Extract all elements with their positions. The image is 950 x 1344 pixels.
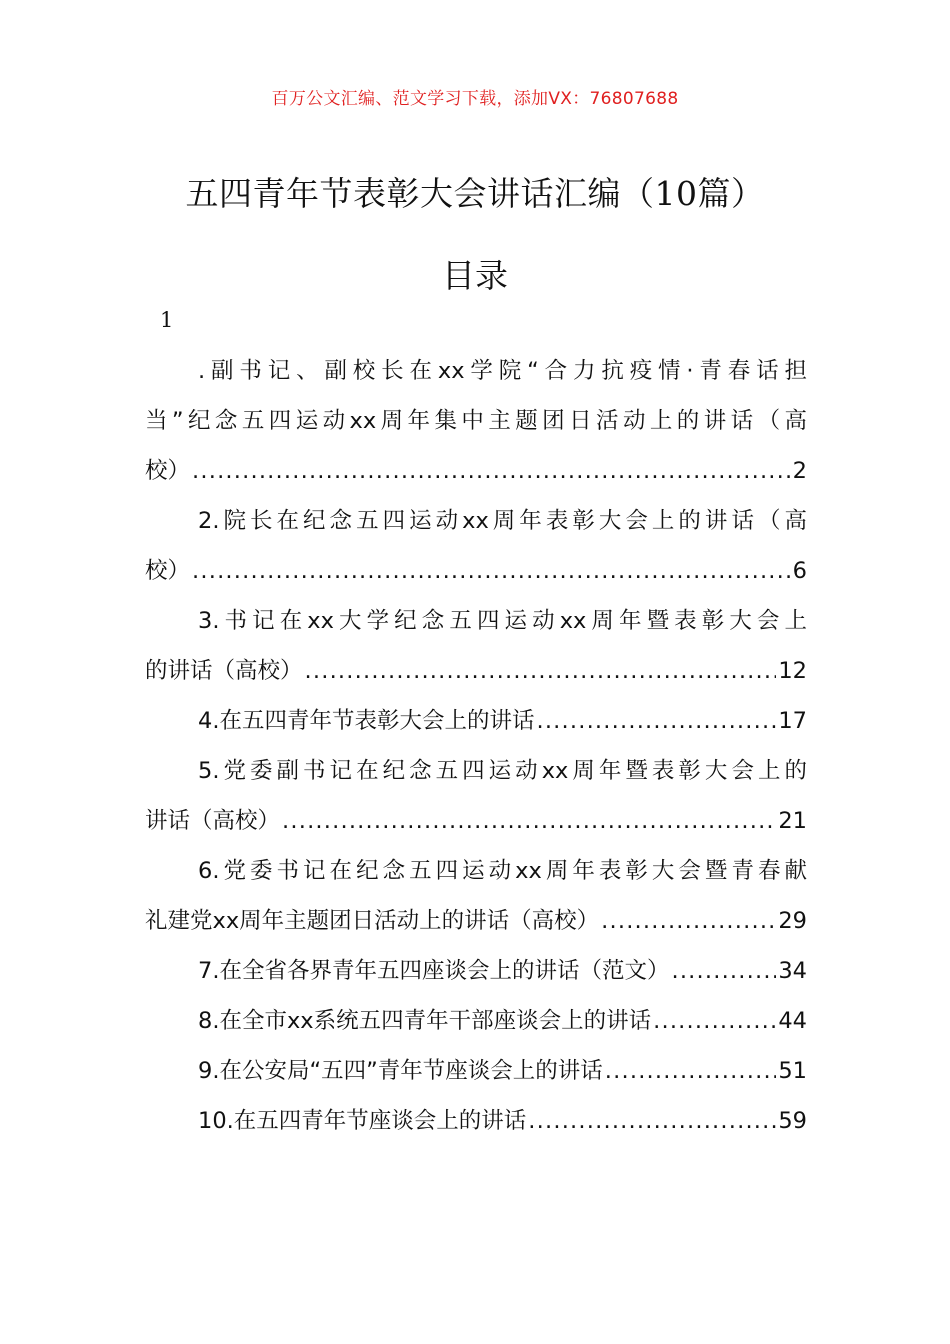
header-watermark-note: 百万公文汇编、范文学习下载，添加VX：76807688 [271, 89, 679, 109]
dot-leader [192, 546, 791, 596]
toc-entry-1-line-2[interactable]: 当”纪念五四运动xx周年集中主题团日活动上的讲话（高 [145, 408, 807, 434]
toc-page-number: 12 [778, 658, 807, 684]
title-suffix: 篇） [697, 174, 765, 213]
toc-page-number: 17 [778, 708, 807, 734]
dot-leader [192, 446, 791, 496]
dot-leader [671, 946, 776, 996]
toc-entry-9[interactable]: 9.在公安局“五四”青年节座谈会上的讲话 ..... 51 [145, 1046, 807, 1096]
dot-leader [528, 1096, 776, 1146]
toc-entry-1-line-3[interactable]: 校） ..... 2 [145, 446, 807, 496]
document-title [0, 168, 950, 215]
title-prefix: 五四青年节表彰大会讲话汇编（ [185, 174, 655, 213]
toc-entry-5-line-1[interactable]: 5.党委副书记在纪念五四运动xx周年暨表彰大会上的 [198, 758, 807, 784]
toc-entry-2-line-2[interactable]: 校） ..... 6 [145, 546, 807, 596]
stray-list-number: 1 [160, 308, 174, 332]
toc-entry-6-line-2[interactable]: 礼建党xx周年主题团日活动上的讲话（高校） ..... 29 [145, 896, 807, 946]
toc-page-number: 44 [778, 1008, 807, 1034]
toc-entry-7[interactable]: 7.在全省各界青年五四座谈会上的讲话（范文） ..... 34 [145, 946, 807, 996]
toc-entry-10[interactable]: 10.在五四青年节座谈会上的讲话 ..... 59 [145, 1096, 807, 1146]
dot-leader [536, 696, 776, 746]
toc-entry-5-line-2[interactable]: 讲话（高校） ..... 21 [145, 796, 807, 846]
dot-leader [653, 996, 776, 1046]
title-count: 10 [654, 174, 698, 213]
toc-page-number: 51 [778, 1058, 807, 1084]
toc-entry-3-line-2[interactable]: 的讲话（高校） ..... 12 [145, 646, 807, 696]
dot-leader [601, 896, 776, 946]
dot-leader [605, 1046, 777, 1096]
toc-entry-6-line-1[interactable]: 6.党委书记在纪念五四运动xx周年表彰大会暨青春献 [198, 858, 807, 884]
toc-entry-1-line-1[interactable]: .副书记、副校长在xx学院“合力抗疫情·青春话担 [198, 358, 807, 384]
toc-page-number: 2 [792, 458, 807, 484]
toc-entry-4[interactable]: 4.在五四青年节表彰大会上的讲话 ..... 17 [145, 696, 807, 746]
dot-leader [305, 646, 777, 696]
toc-page-number: 59 [778, 1108, 807, 1134]
toc-entry-2-line-1[interactable]: 2.院长在纪念五四运动xx周年表彰大会上的讲话（高 [198, 508, 807, 534]
toc-entry-3-line-1[interactable]: 3.书记在xx大学纪念五四运动xx周年暨表彰大会上 [198, 608, 807, 634]
toc-heading: 目录 [442, 256, 508, 295]
toc-page-number: 34 [778, 958, 807, 984]
toc-entry-8[interactable]: 8.在全市xx系统五四青年干部座谈会上的讲话 ..... 44 [145, 996, 807, 1046]
dot-leader [282, 796, 776, 846]
toc-page-number: 6 [792, 558, 807, 584]
toc-page-number: 29 [778, 908, 807, 934]
toc-page-number: 21 [778, 808, 807, 834]
table-of-contents [145, 346, 807, 1146]
